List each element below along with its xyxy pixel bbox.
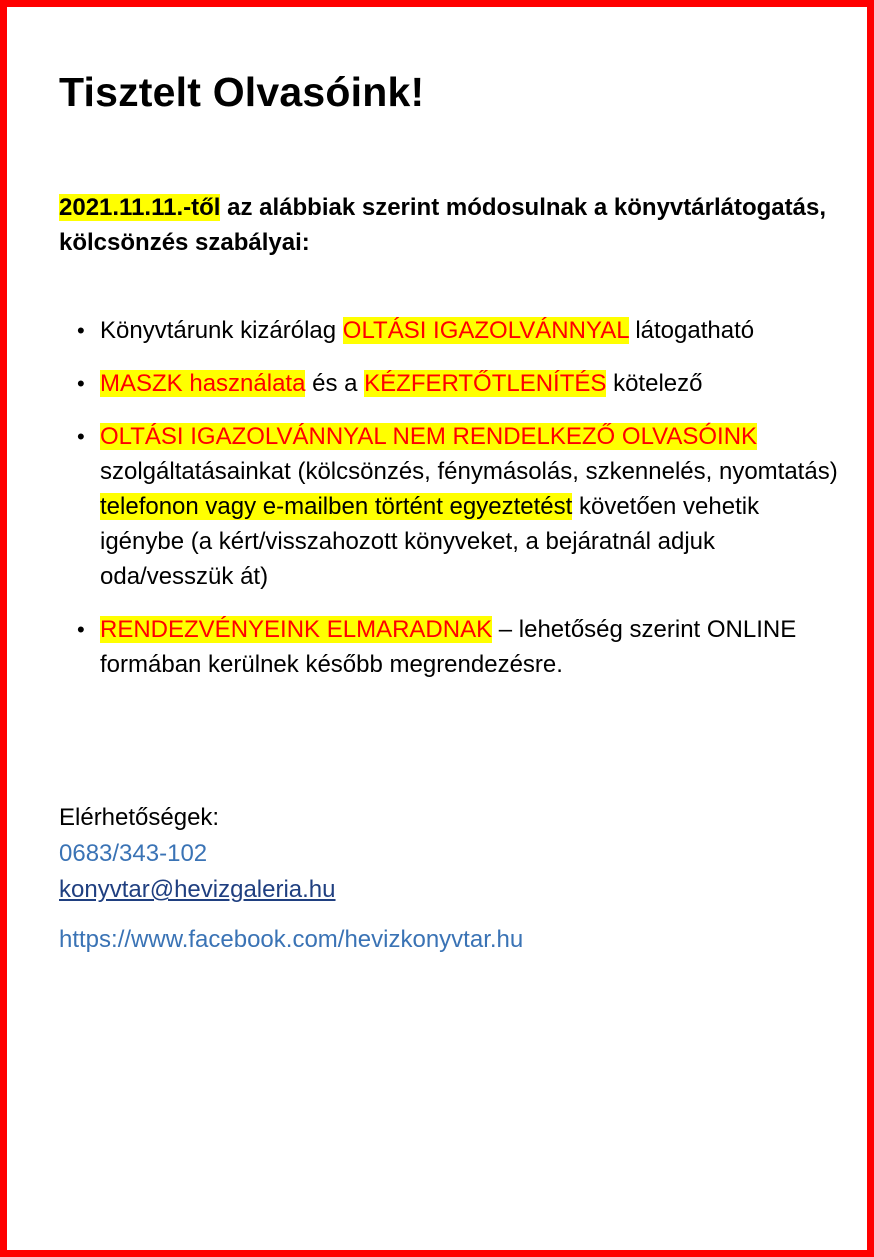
rule-text: MASZK használata (100, 370, 306, 397)
rule-text: – lehetőség szerint ONLINE formában kerülnek később megrendezésre. (100, 616, 797, 678)
email-link[interactable]: konyvtar@hevizgaleria.hu (59, 876, 336, 903)
rule-item (77, 366, 847, 401)
rule-text: telefonon vagy e-mailben történt egyeztetést (100, 493, 573, 520)
rule-text: OLTÁSI IGAZOLVÁNNYAL NEM RENDELKEZŐ OLVASÓINK (100, 423, 758, 450)
rule-text: KÉZFERTŐTLENÍTÉS (364, 370, 607, 397)
rule-item (77, 612, 847, 682)
page-title: Tisztelt Olvasóink! (59, 69, 425, 115)
rule-text: szolgáltatásainkat (kölcsönzés, fénymásolás, szkennelés, nyomtatás) (100, 458, 838, 485)
effective-date: 2021.11.11.-től (59, 194, 221, 221)
facebook-link[interactable]: https://www.facebook.com/hevizkonyvtar.hu (59, 926, 524, 953)
rule-item (77, 313, 847, 348)
intro-text: az alábbiak szerint módosulnak a könyvtárlátogatás, kölcsönzés szabályai: (59, 194, 826, 256)
contacts-label: Elérhetőségek: (59, 804, 220, 831)
bullet-icon: • (77, 318, 85, 343)
bullet-icon: • (77, 617, 85, 642)
rule-text: RENDEZVÉNYEINK ELMARADNAK (100, 616, 493, 643)
rule-text: látogatható (628, 317, 755, 344)
contacts-section (59, 800, 839, 958)
intro-paragraph (59, 190, 839, 260)
bullet-icon: • (77, 424, 85, 449)
bullet-icon: • (77, 371, 85, 396)
phone-number: 0683/343-102 (59, 840, 208, 867)
rule-text: és a (305, 370, 365, 397)
rule-text: kötelező (606, 370, 703, 397)
rule-text: Könyvtárunk kizárólag (100, 317, 343, 344)
rules-list (77, 313, 847, 700)
rule-item (77, 419, 847, 594)
rule-text: OLTÁSI IGAZOLVÁNNYAL (342, 317, 629, 344)
rule-text: követően vehetik igénybe (a kért/visszahozott könyveket, a bejáratnál adjuk oda/vesszük át) (100, 493, 760, 590)
